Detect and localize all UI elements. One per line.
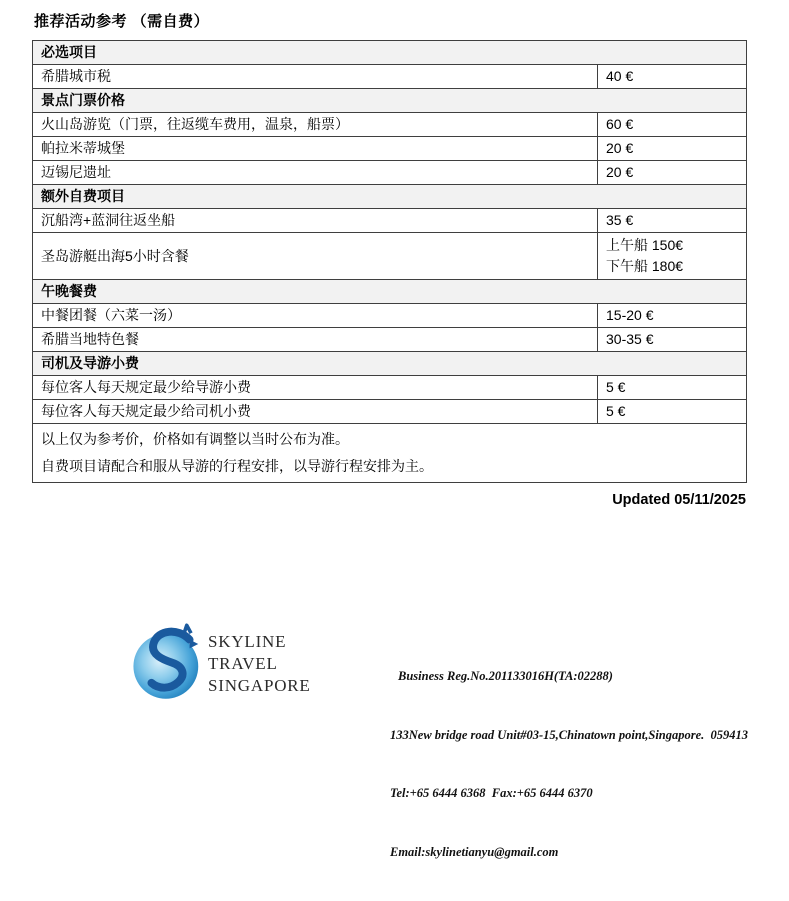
address-line: 133New bridge road Unit#03-15,Chinatown point,Singapore. 059413 [390,727,749,742]
table-row [33,376,747,400]
section-row [33,280,747,304]
item-name: 沉船湾+蓝洞往返坐船 [33,209,598,233]
item-price: 30-35 € [598,328,747,352]
phone-fax-line: Tel:+65 6444 6368 Fax:+65 6444 6370 [390,786,593,800]
item-price: 5 € [598,376,747,400]
company-details [390,628,748,901]
item-price: 20 € [598,137,747,161]
item-price: 20 € [598,161,747,185]
document-page [32,10,746,508]
section-row [33,89,747,113]
note-line: 以上仅为参考价，价格如有调整以当时公布为准。 [41,431,349,447]
item-price: 60 € [598,113,747,137]
note-text [33,424,747,483]
item-name: 火山岛游览（门票，往返缆车费用，温泉，船票） [33,113,598,137]
table-row [33,400,747,424]
company-name-line: SINGAPORE [208,676,311,695]
table-row [33,65,747,89]
item-price: 5 € [598,400,747,424]
item-name: 帕拉米蒂城堡 [33,137,598,161]
section-row [33,352,747,376]
table-row [33,209,747,233]
email-line: Email:skylinetianyu@gmail.com [390,844,559,859]
section-row [33,185,747,209]
table-row [33,137,747,161]
table-row [33,328,747,352]
section-header: 景点门票价格 [33,89,747,113]
price-line: 下午船 180€ [606,258,684,274]
item-name: 希腊城市税 [33,65,598,89]
table-row [33,233,747,280]
item-price: 40 € [598,65,747,89]
note-row [33,424,747,483]
company-name-line: TRAVEL [208,654,278,673]
skyline-logo-icon [132,622,204,702]
page-title: 推荐活动参考 （需自费） [34,13,210,30]
section-header: 午晚餐费 [33,280,747,304]
table-row [33,113,747,137]
item-name: 中餐团餐（六菜一汤） [33,304,598,328]
item-name: 每位客人每天规定最少给导游小费 [33,376,598,400]
price-line: 上午船 150€ [606,237,684,253]
note-line: 自费项目请配合和服从导游的行程安排，以导游行程安排为主。 [41,458,433,474]
item-price: 35 € [598,209,747,233]
business-reg-line: Business Reg.No.201133016H(TA:02288) [398,669,613,683]
table-row [33,304,747,328]
item-name: 圣岛游艇出海5小时含餐 [33,233,598,280]
company-name-line: SKYLINE [208,632,287,651]
section-row [33,41,747,65]
item-name: 迈锡尼遗址 [33,161,598,185]
updated-date: Updated 05/11/2025 [612,492,746,508]
item-name: 每位客人每天规定最少给司机小费 [33,400,598,424]
section-header: 额外自费项目 [33,185,747,209]
section-header: 司机及导游小费 [33,352,747,376]
item-price [598,233,747,280]
company-footer [132,622,748,901]
table-row [33,161,747,185]
item-name: 希腊当地特色餐 [33,328,598,352]
item-price: 15-20 € [598,304,747,328]
section-header: 必选项目 [33,41,747,65]
price-table [32,40,747,483]
company-name [208,631,318,697]
